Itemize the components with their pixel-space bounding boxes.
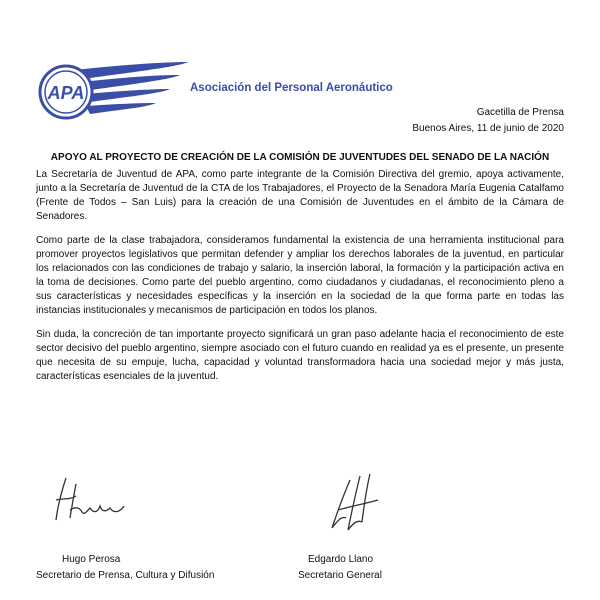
svg-text:APA: APA — [47, 83, 85, 103]
paragraph: La Secretaría de Juventud de APA, como parte integrante de la Comisión Directiva del gremio, apoya activamente, junto a la Secretaría de Juventud de la CTA de los Trabajadores, el Proyecto de la Senadora María Eugenia Catalfamo (Frente de Todos – San Luis) para la creación de una Comisión de Juventudes en el ámbito de la Cámara de Senadores. — [36, 169, 564, 222]
press-meta — [412, 105, 564, 137]
signature-block-left — [36, 470, 236, 581]
place-date: Buenos Aires, 11 de junio de 2020 — [412, 123, 564, 134]
paragraph: Como parte de la clase trabajadora, consideramos fundamental la existencia de una herramienta institucional para promover proyectos legislativos que permitan defender y ampliar los derechos laborales de la juventud, en particular los relacionados con las condiciones de trabajo y salario, la inserción laboral, la formación y la participación activa en la toma de decisiones. Como parte del pueblo argentino, como ciudadanos y ciudadanas, el reconocimiento pleno a sus características y necesidades específicas y la inserción en la sociedad de la que forma parte en todas las instancias institucionales y mecanismos de participación en todos los planos. — [36, 235, 564, 316]
apa-logo-icon — [30, 48, 190, 138]
signatory-role: Secretario de Prensa, Cultura y Difusión — [36, 570, 215, 581]
paragraph: Sin duda, la concreción de tan importante proyecto significará un gran paso adelante hacia el reconocimiento de este sector decisivo del pueblo argentino, siempre asociado con el futuro cuando en realidad ya es el presente, un presente que necesita de su empuje, lucha, capacidad y voluntad transformadora hacia una sociedad mejor y más justa, características esenciales de la juventud. — [36, 329, 564, 382]
signature-block-right — [298, 470, 498, 581]
signatory-role: Secretario General — [298, 570, 382, 581]
signatory-name: Hugo Perosa — [62, 554, 121, 565]
document-body — [36, 168, 564, 394]
signatory-name: Edgardo Llano — [308, 554, 374, 565]
handwritten-signature-icon — [36, 470, 146, 530]
document-title: APOYO AL PROYECTO DE CREACIÓN DE LA COMISIÓN DE JUVENTUDES DEL SENADO DE LA NACIÓN — [50, 152, 550, 163]
handwritten-signature-icon — [308, 470, 408, 540]
organization-name: Asociación del Personal Aeronáutico — [190, 82, 393, 94]
document-type: Gacetilla de Prensa — [476, 107, 564, 118]
